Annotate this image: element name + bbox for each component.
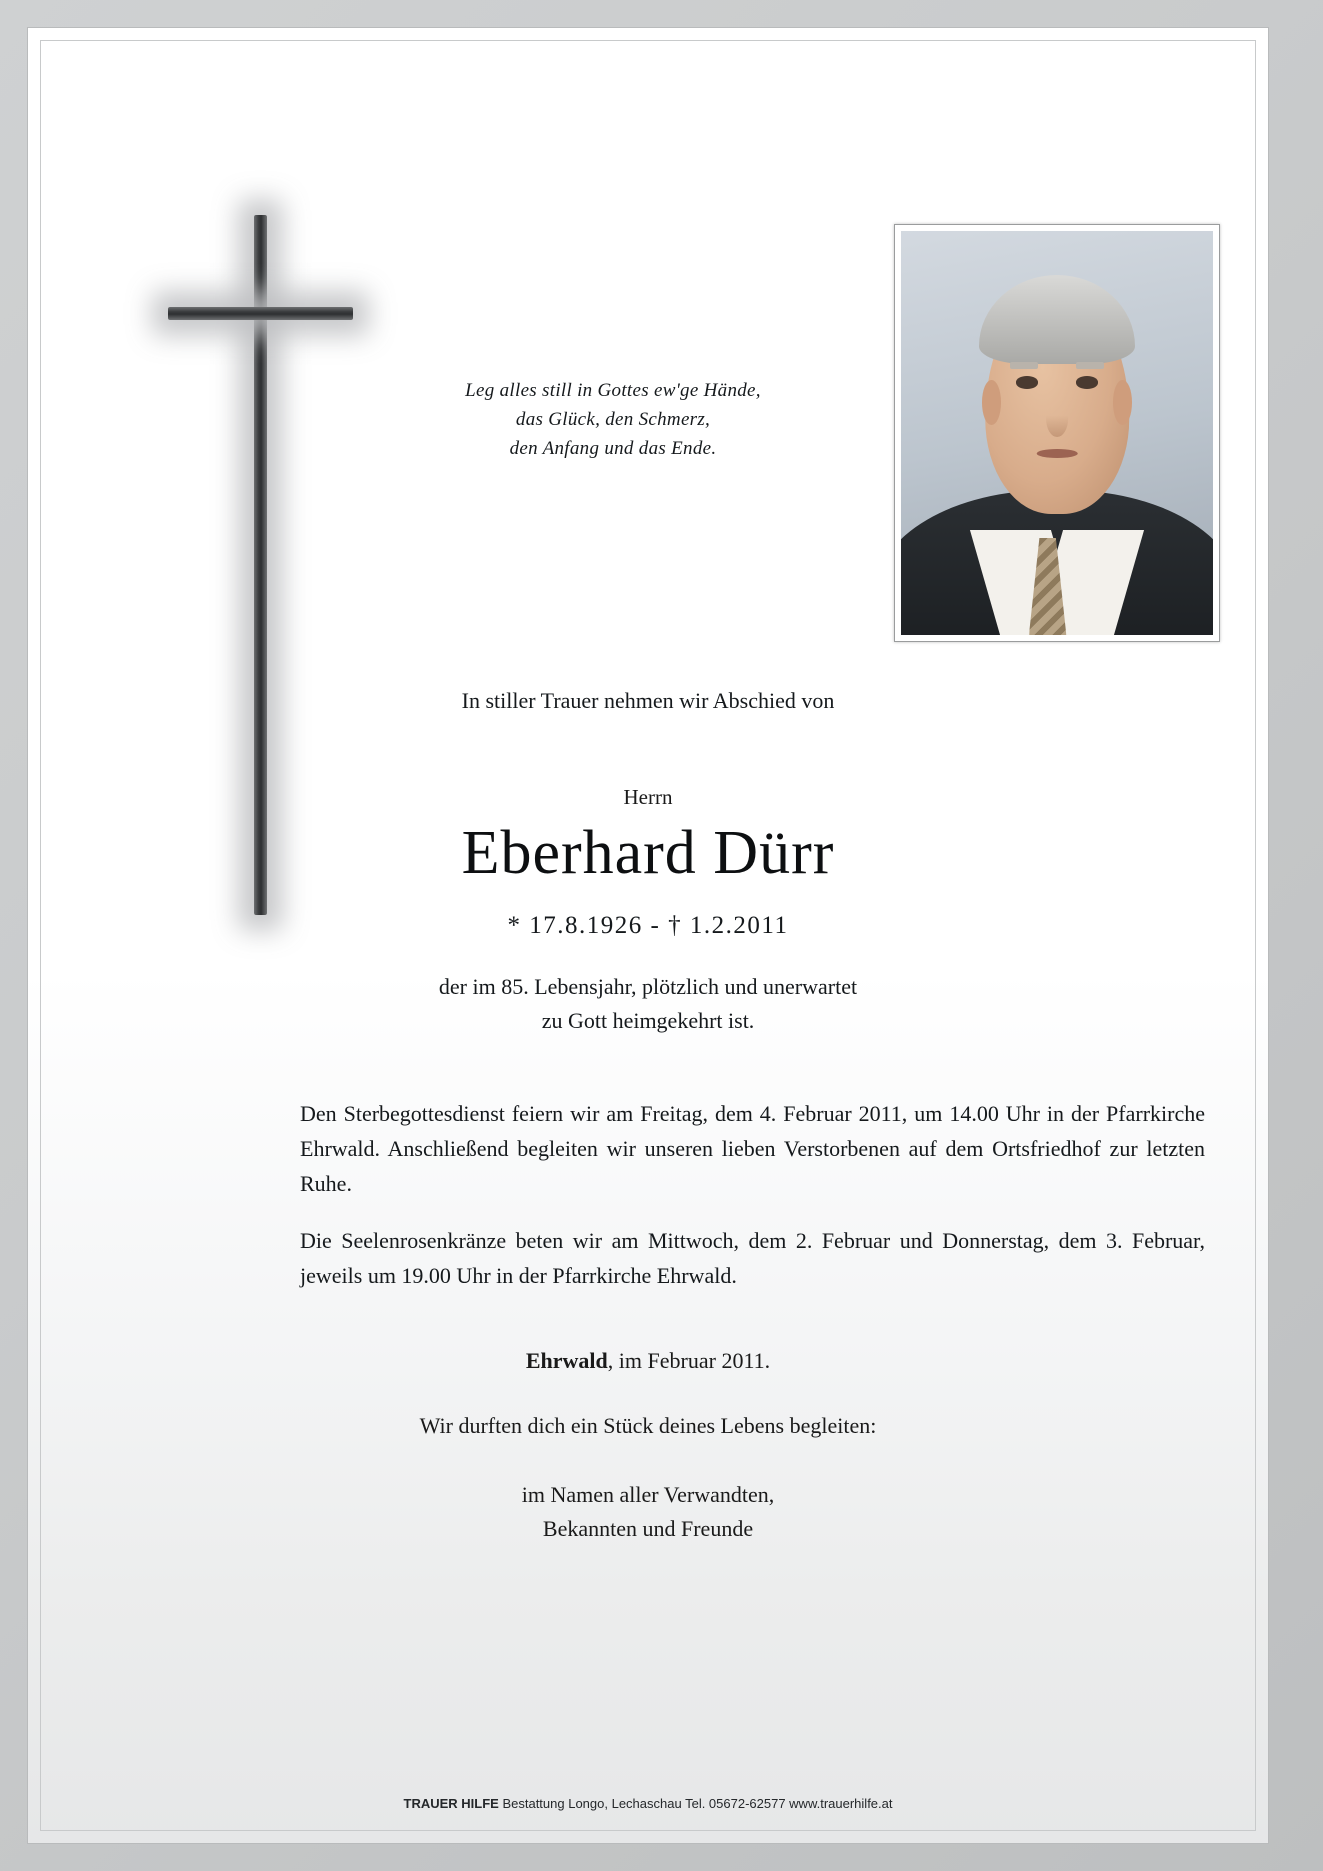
funeral-home-footer	[68, 1796, 1228, 1811]
signature-block	[248, 1478, 1048, 1546]
funeral-home-name: TRAUER HILFE	[403, 1796, 499, 1811]
portrait-eye-right	[1076, 376, 1098, 388]
portrait-nose	[1046, 401, 1068, 437]
place-and-date-line	[248, 1348, 1048, 1374]
service-details	[300, 1096, 1205, 1293]
verse-line-3: den Anfang und das Ende.	[509, 438, 717, 459]
cross-vertical-bar	[254, 215, 267, 915]
death-circumstances-line-1: der im 85. Lebensjahr, plötzlich und unerwartet	[438, 974, 858, 999]
verse-line-2: das Glück, den Schmerz,	[515, 409, 711, 430]
rosary-paragraph: Die Seelenrosenkränze beten wir am Mittwoch, dem 2. Februar und Donnerstag, dem 3. Februar, jeweils um 19.00 Uhr in der Pfarrkirche Ehrwald.	[300, 1228, 1205, 1288]
verse-line-1: Leg alles still in Gottes ew'ge Hände,	[465, 380, 761, 401]
memorial-verse	[398, 376, 828, 463]
salutation: Herrn	[623, 785, 673, 809]
deceased-name: Eberhard Dürr	[461, 819, 835, 887]
mourning-intro-text: In stiller Trauer nehmen wir Abschied von	[461, 688, 835, 713]
portrait-mouth	[1037, 449, 1078, 458]
portrait-eye-left	[1016, 376, 1038, 388]
death-circumstances	[248, 970, 1048, 1038]
place-date-suffix: , im Februar 2011.	[607, 1348, 771, 1373]
cross-horizontal-bar	[168, 307, 353, 320]
funeral-service-paragraph: Den Sterbegottesdienst feiern wir am Freitag, dem 4. Februar 2011, um 14.00 Uhr in der Pfarrkirche Ehrwald. Anschließend begleiten wir unseren lieben Verstorbenen auf dem Ortsfriedhof zur letzten Ruhe.	[300, 1101, 1205, 1196]
signature-line-1: im Namen aller Verwandten,	[521, 1482, 775, 1507]
portrait-ear-left	[982, 380, 1001, 424]
accompaniment-text: Wir durften dich ein Stück deines Lebens begleiten:	[419, 1413, 877, 1438]
signature-line-2: Bekannten und Freunde	[542, 1516, 754, 1541]
deceased-portrait-photo	[901, 231, 1213, 635]
obituary-card	[28, 28, 1268, 1843]
birth-death-dates: * 17.8.1926 - † 1.2.2011	[507, 912, 789, 939]
place-name: Ehrwald	[525, 1348, 608, 1373]
portrait-eyebrow-right	[1076, 362, 1104, 368]
deceased-portrait-frame	[894, 224, 1220, 642]
funeral-home-contact: Bestattung Longo, Lechaschau Tel. 05672-62577 www.trauerhilfe.at	[498, 1796, 893, 1811]
portrait-eyebrow-left	[1010, 362, 1038, 368]
death-circumstances-line-2: zu Gott heimgekehrt ist.	[541, 1008, 755, 1033]
portrait-ear-right	[1113, 380, 1132, 424]
